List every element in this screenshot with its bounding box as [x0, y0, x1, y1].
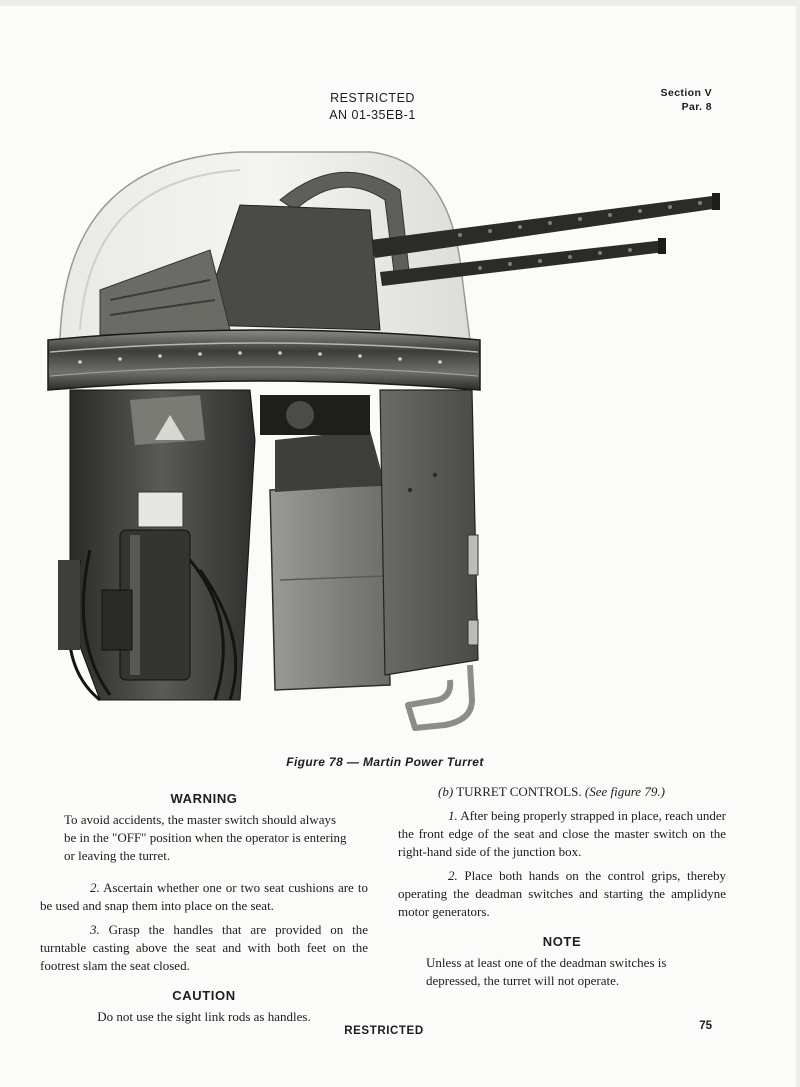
- header-document-number: AN 01-35EB-1: [329, 108, 416, 122]
- ammo-box: [270, 485, 390, 690]
- footer-classification: RESTRICTED: [344, 1025, 424, 1037]
- page-right-edge: [796, 0, 800, 1087]
- note-text: Unless at least one of the deadman switches is depressed, the turret will not operate.: [426, 955, 667, 988]
- armor-plate: [380, 390, 478, 675]
- step-number: 3.: [90, 922, 100, 937]
- section-marker: [661, 86, 712, 114]
- step-3-paragraph: [40, 921, 368, 975]
- step-text: Ascertain whether one or two seat cushions are to be used and snap them into place on the seat.: [40, 880, 368, 913]
- figure-caption: Figure 78 — Martin Power Turret: [286, 755, 484, 769]
- right-column: [398, 783, 726, 990]
- section-label: Section V: [660, 87, 712, 99]
- turret-controls-heading: [398, 783, 726, 801]
- step-2-paragraph: [398, 867, 726, 921]
- note-heading: NOTE: [542, 934, 582, 949]
- page-top-edge: [0, 0, 800, 6]
- paragraph-label: Par. 8: [681, 101, 712, 113]
- subsection-title: TURRET CONTROLS.: [456, 784, 582, 799]
- step-2-paragraph: [40, 879, 368, 915]
- warning-heading: WARNING: [170, 791, 238, 806]
- step-number: 1.: [448, 808, 458, 823]
- step-1-paragraph: [398, 807, 726, 861]
- header-classification: RESTRICTED: [330, 91, 415, 105]
- turntable-ring: [48, 330, 480, 390]
- page-number: 75: [699, 1020, 712, 1032]
- figure-reference: (See figure 79.): [584, 784, 665, 799]
- caution-text: Do not use the sight link rods as handles.: [97, 1009, 311, 1024]
- step-number: 2.: [448, 868, 458, 883]
- turret-photo: [40, 140, 740, 740]
- page-header: [0, 90, 745, 124]
- step-text: Grasp the handles that are provided on the turntable casting above the seat and with both feet on the footrest slam the seat closed.: [40, 922, 368, 973]
- step-text: Place both hands on the control grips, thereby operating the deadman switches and starting the amplidyne motor generators.: [398, 868, 727, 919]
- step-text: After being properly strapped in place, reach under the front edge of the seat and close the master switch on the right-hand side of the junction box.: [398, 808, 726, 859]
- footrest: [408, 665, 472, 728]
- caution-heading: CAUTION: [172, 988, 236, 1003]
- subsection-label: (b): [438, 784, 454, 799]
- step-number: 2.: [90, 880, 100, 895]
- warning-text: To avoid accidents, the master switch should always be in the "OFF" position when the operator is entering or leaving the turret.: [64, 812, 347, 863]
- left-column: [40, 790, 368, 1026]
